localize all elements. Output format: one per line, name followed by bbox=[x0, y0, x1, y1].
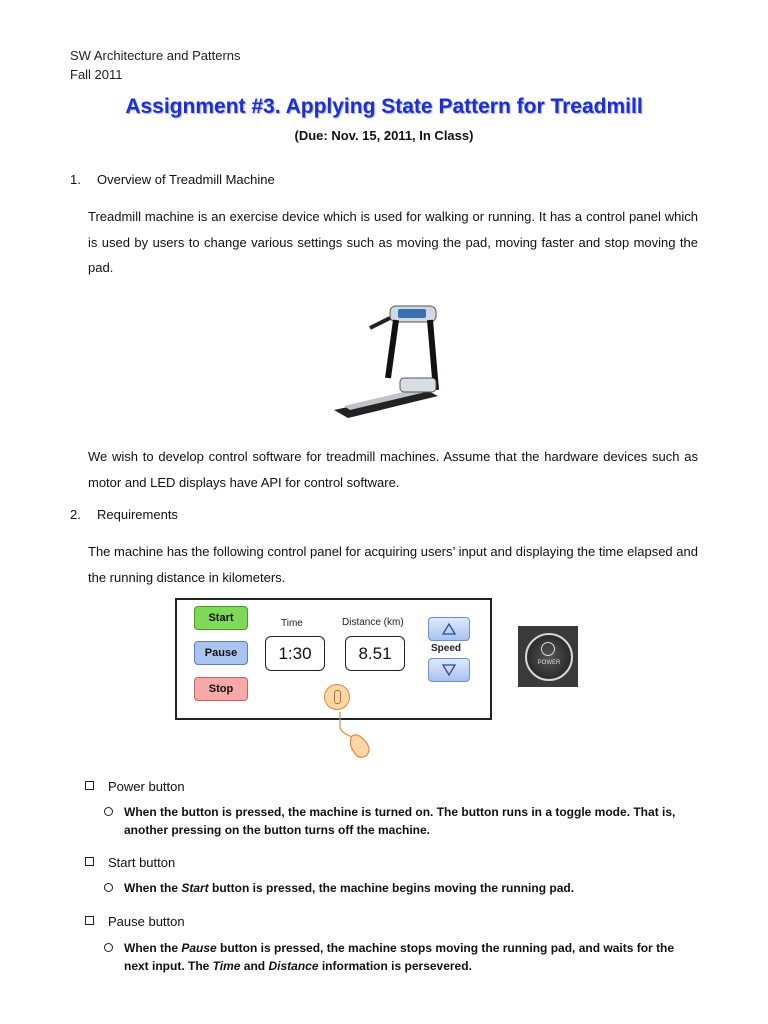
speed-label: Speed bbox=[431, 643, 462, 654]
bullet-pause-title: Pause button bbox=[108, 914, 185, 929]
section-1-number: 1. bbox=[70, 172, 81, 187]
control-panel bbox=[175, 598, 492, 720]
speed-down-button[interactable] bbox=[428, 658, 470, 682]
power-button-photo bbox=[518, 626, 578, 687]
distance-label: Distance (km) bbox=[342, 617, 404, 628]
time-display: 1:30 bbox=[265, 636, 325, 671]
distance-display: 8.51 bbox=[345, 636, 405, 671]
triangle-down-icon bbox=[429, 659, 469, 681]
due-date: (Due: Nov. 15, 2011, In Class) bbox=[294, 128, 474, 143]
checkbox-square-icon bbox=[85, 916, 94, 925]
section-2-title: Requirements bbox=[97, 507, 178, 522]
bullet-power-text: When the button is pressed, the machine is turned on. The button runs in a toggle mode. That is, another pressing on the button turns off the machine. bbox=[124, 805, 676, 837]
time-label: Time bbox=[281, 618, 303, 629]
start-button[interactable]: Start bbox=[194, 606, 248, 630]
section-1-paragraph-2: We wish to develop control software for treadmill machines. Assume that the hardware devices such as motor and LED displays have API for control software. bbox=[88, 449, 698, 490]
power-slot-icon[interactable] bbox=[324, 684, 350, 710]
section-1-paragraph-1: Treadmill machine is an exercise device which is used for walking or running. It has a control panel which is used by users to change various settings such as moving the pad, moving faster and stop moving the pad. bbox=[88, 209, 698, 275]
circle-bullet-icon bbox=[104, 807, 113, 816]
section-2-heading bbox=[70, 507, 178, 522]
pause-button[interactable]: Pause bbox=[194, 641, 248, 665]
bullet-pause-detail bbox=[104, 939, 694, 975]
power-label: POWER bbox=[537, 660, 561, 666]
triangle-up-icon bbox=[429, 618, 469, 640]
checkbox-square-icon bbox=[85, 781, 94, 790]
pointer-hand-icon bbox=[330, 712, 380, 765]
circle-bullet-icon bbox=[104, 943, 113, 952]
bullet-pause bbox=[85, 914, 185, 929]
treadmill-image bbox=[330, 298, 442, 424]
bullet-start bbox=[85, 855, 175, 870]
power-icon bbox=[525, 633, 573, 681]
bullet-start-title: Start button bbox=[108, 855, 176, 870]
section-2-paragraph: The machine has the following control panel for acquiring users’ input and displaying the time elapsed and the running distance in kilometers. bbox=[88, 544, 698, 585]
bullet-start-detail bbox=[104, 879, 694, 897]
speed-up-button[interactable] bbox=[428, 617, 470, 641]
stop-button[interactable]: Stop bbox=[194, 677, 248, 701]
section-2-number: 2. bbox=[70, 507, 81, 522]
term: Fall 2011 bbox=[70, 67, 123, 82]
section-1-heading bbox=[70, 172, 275, 187]
page-title: Assignment #3. Applying State Pattern for Treadmill bbox=[125, 95, 643, 118]
course-name: SW Architecture and Patterns bbox=[70, 48, 241, 63]
bullet-pause-text: When the Pause button is pressed, the machine stops moving the running pad, and waits for the next input. The Time and Distance information is persevered. bbox=[124, 941, 675, 973]
bullet-power-detail bbox=[104, 803, 694, 839]
checkbox-square-icon bbox=[85, 857, 94, 866]
bullet-start-text: When the Start button is pressed, the machine begins moving the running pad. bbox=[124, 881, 575, 895]
bullet-power bbox=[85, 779, 185, 794]
bullet-power-title: Power button bbox=[108, 779, 185, 794]
circle-bullet-icon bbox=[104, 883, 113, 892]
section-1-title: Overview of Treadmill Machine bbox=[97, 172, 275, 187]
